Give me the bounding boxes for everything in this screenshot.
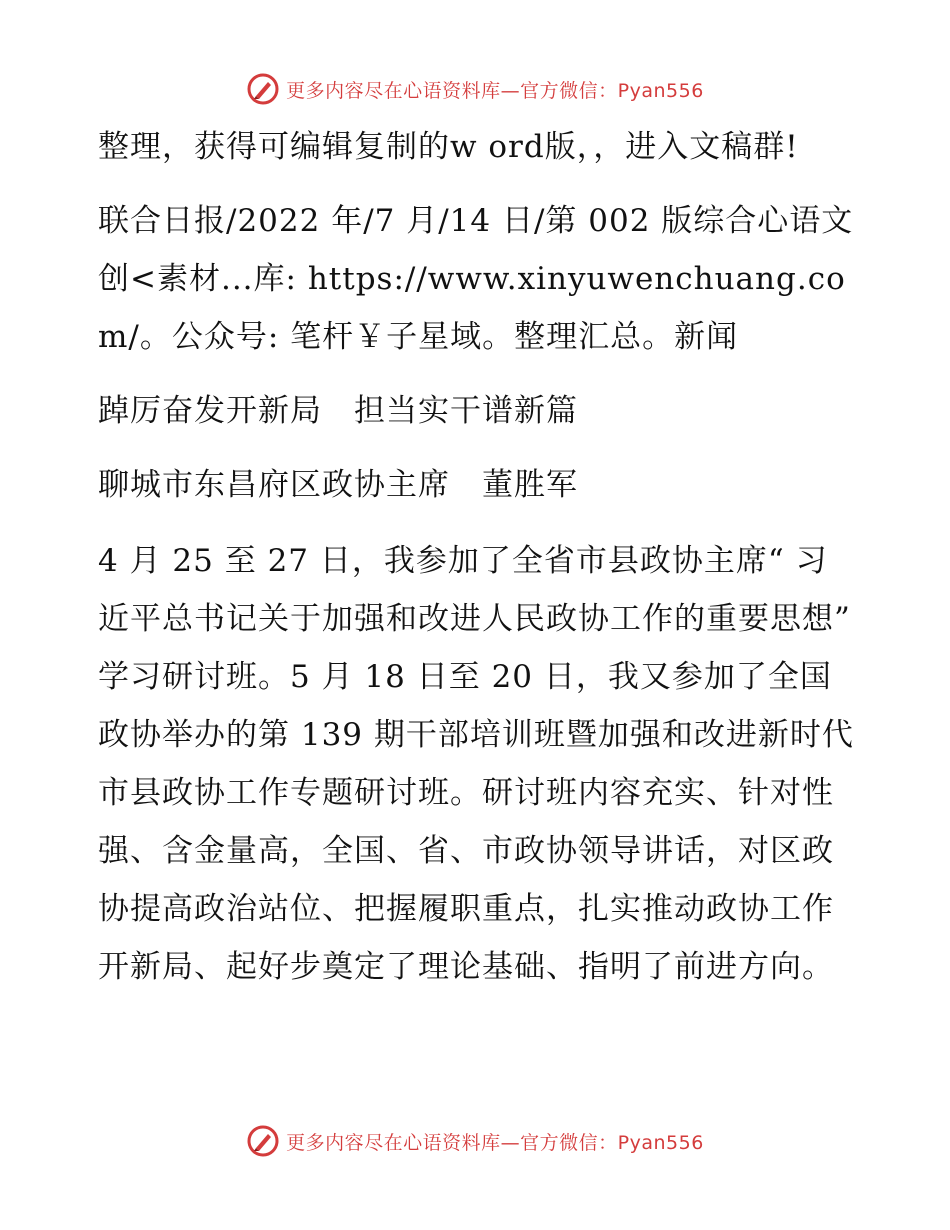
paragraph-body: 4 月 25 至 27 日，我参加了全省市县政协主席“ 习近平总书记关于加强和改进人民政协工作的重要思想” 学习研讨班。5 月 18 日至 20 日，我又参加了全国政协举办的第 139 期干部培训班暨加强和改进新时代市县政协工作专题研讨班。研讨班内容充实、针对性强、含金量高，全国、省、市政协领导讲话，对区政协提高政治站位、把握履职重点，扎实推动政协工作开新局、起好步奠定了理论基础、指明了前进方向。	[98, 543, 854, 985]
banner-text: 更多内容尽在心语资料库—官方微信：Pyan556	[286, 1131, 704, 1154]
banner-text: 更多内容尽在心语资料库—官方微信：Pyan556	[286, 79, 704, 102]
header-banner	[0, 72, 950, 106]
pen-circle-logo-icon	[246, 1124, 280, 1158]
paragraph-source: 联合日报/2022 年/7 月/14 日/第 002 版综合心语文创<素材...库: https://www.xinyuwenchuang.com/。公众号: 笔杆￥子星域。整理汇总。新闻	[98, 203, 854, 355]
paragraph-intro: 整理，获得可编辑复制的w ord版，，进入文稿群!	[98, 129, 799, 165]
article-title: 踔厉奋发开新局 担当实干谱新篇	[98, 393, 578, 429]
footer-banner	[0, 1124, 950, 1158]
pen-circle-logo-icon	[246, 72, 280, 106]
article-author: 聊城市东昌府区政协主席 董胜军	[98, 467, 578, 503]
document-body	[98, 118, 858, 996]
